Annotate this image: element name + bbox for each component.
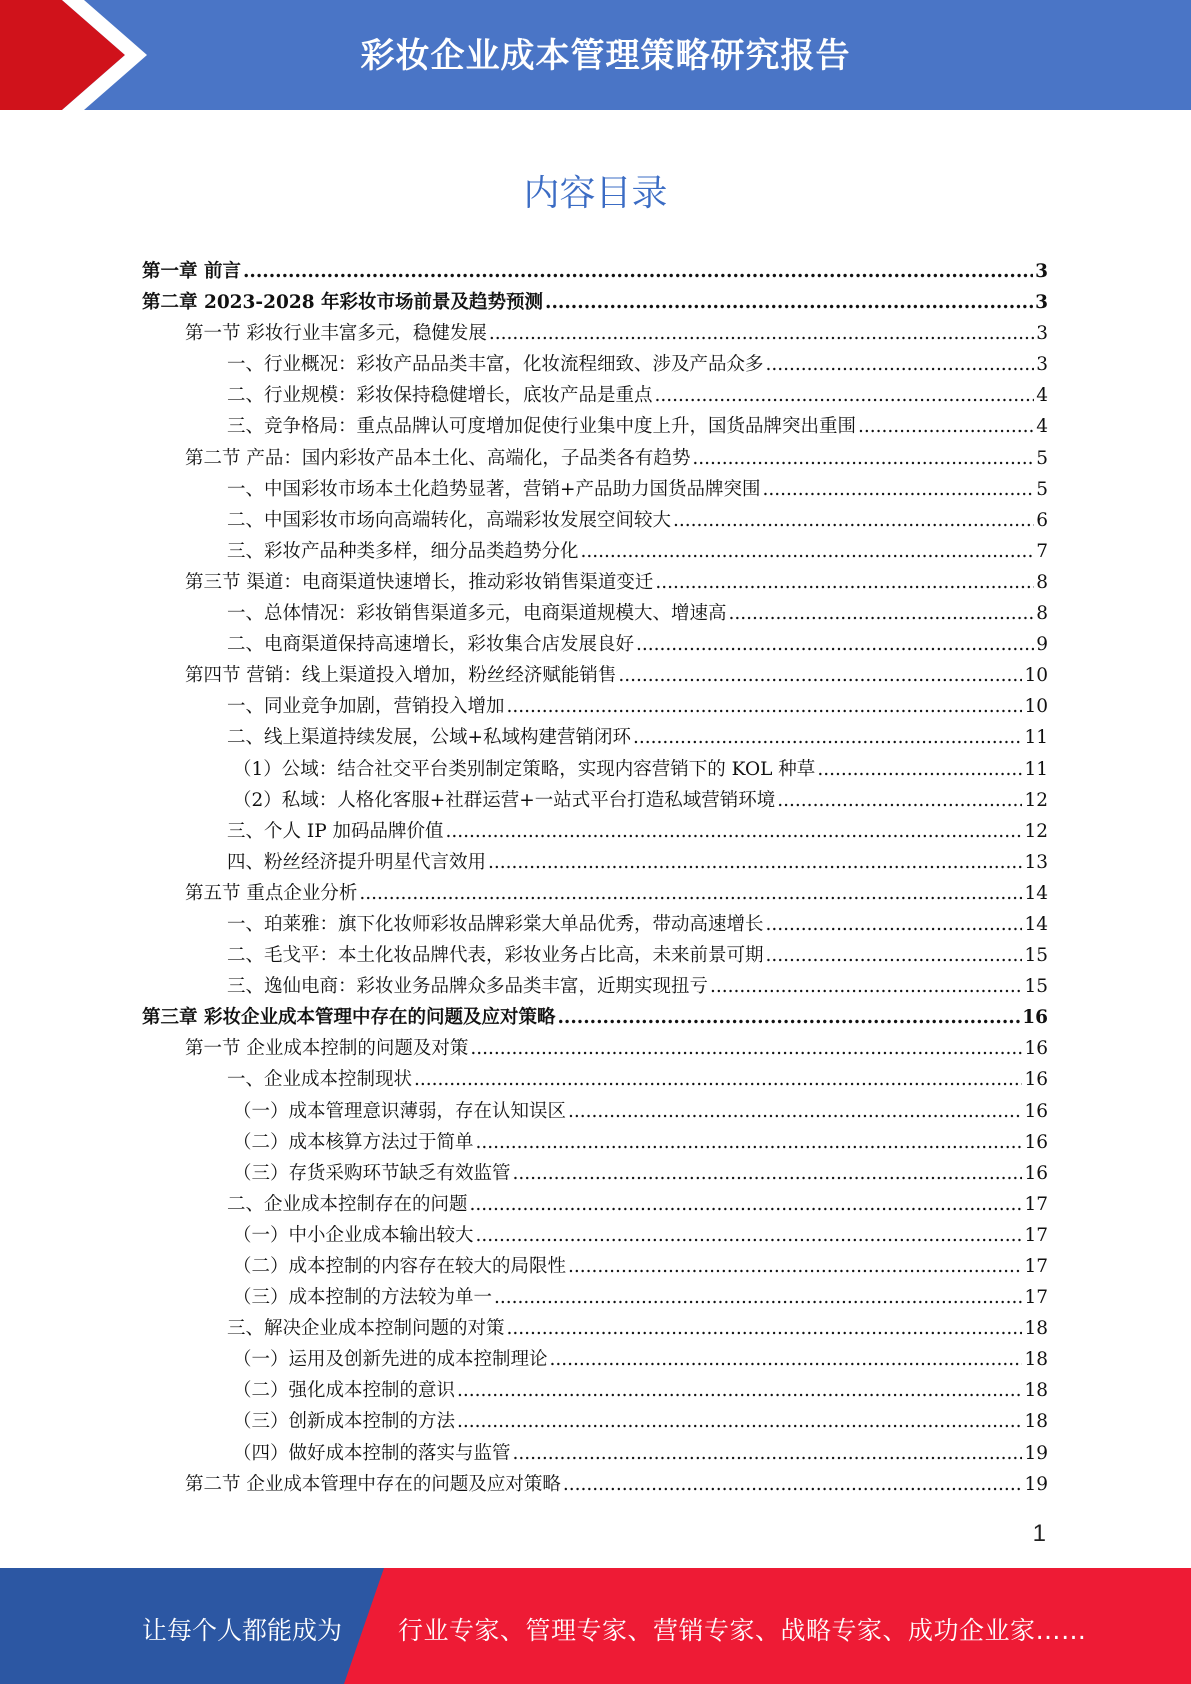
toc-entry[interactable] [142, 288, 1048, 319]
toc-entry-page: 15 [1024, 976, 1048, 998]
toc-leader-dots [470, 1038, 1022, 1059]
toc-leader-dots [655, 385, 1035, 406]
toc-entry-page: 4 [1036, 385, 1048, 407]
toc-entry-page: 18 [1024, 1318, 1048, 1340]
toc-entry-page: 6 [1036, 509, 1048, 531]
toc-entry-title: 一、珀莱雅：旗下化妆师彩妆品牌彩棠大单品优秀，带动高速增长 [227, 913, 764, 935]
toc-entry-page: 9 [1036, 634, 1048, 656]
toc-entry-title: （1）公域：结合社交平台类别制定策略，实现内容营销下的 KOL 种草 [233, 758, 816, 780]
header-title: 彩妆企业成本管理策略研究报告 [360, 36, 851, 76]
toc-entry-page: 16 [1024, 1069, 1048, 1091]
toc-entry-page: 16 [1022, 1007, 1048, 1029]
toc-leader-dots [507, 696, 1023, 717]
toc-leader-dots [507, 1318, 1023, 1339]
toc-entry-title: （一）运用及创新先进的成本控制理论 [233, 1349, 548, 1371]
toc-entry[interactable] [142, 910, 1048, 941]
toc-entry-title: 第四节 营销：线上渠道投入增加，粉丝经济赋能销售 [185, 665, 617, 687]
toc-entry-title: 一、企业成本控制现状 [227, 1069, 413, 1091]
toc-entry[interactable] [142, 381, 1048, 412]
toc-entry-page: 16 [1024, 1162, 1048, 1184]
toc-leader-dots [581, 541, 1035, 562]
toc-leader-dots [563, 1474, 1023, 1495]
toc-entry[interactable] [142, 1345, 1048, 1376]
toc-entry-title: 一、总体情况：彩妆销售渠道多元，电商渠道规模大、增速高 [227, 603, 727, 625]
toc-entry[interactable] [142, 879, 1048, 910]
toc-entry-title: （三）存货采购环节缺乏有效监管 [233, 1162, 511, 1184]
toc-entry-title: 第二节 产品：国内彩妆产品本土化、高端化，子品类各有趋势 [185, 447, 691, 469]
toc-entry-page: 5 [1036, 447, 1048, 469]
toc-entry-page: 19 [1024, 1442, 1048, 1464]
toc-entry-title: 第三节 渠道：电商渠道快速增长，推动彩妆销售渠道变迁 [185, 571, 654, 593]
toc-entry-page: 16 [1024, 1131, 1048, 1153]
toc-entry[interactable] [142, 319, 1048, 350]
toc-entry[interactable] [142, 1034, 1048, 1065]
toc-entry-title: （二）强化成本控制的意识 [233, 1380, 456, 1402]
toc-entry-title: （三）创新成本控制的方法 [233, 1411, 456, 1433]
toc-entry-title: 第二节 企业成本管理中存在的问题及应对策略 [185, 1473, 561, 1495]
toc-entry-title: 一、同业竞争加剧，营销投入增加 [227, 696, 505, 718]
toc-entry-page: 8 [1036, 571, 1048, 593]
toc-entry[interactable] [142, 630, 1048, 661]
toc-leader-dots [446, 821, 1023, 842]
toc-entry-title: 一、行业概况：彩妆产品品类丰富，化妆流程细致、涉及产品众多 [227, 354, 764, 376]
toc-entry-page: 11 [1024, 727, 1048, 749]
toc-entry[interactable] [142, 1190, 1048, 1221]
toc-leader-dots [568, 1101, 1022, 1122]
toc-leader-dots [636, 634, 1034, 655]
toc-entry[interactable] [142, 1221, 1048, 1252]
toc-entry-title: 第一节 彩妆行业丰富多元，稳健发展 [185, 323, 487, 345]
toc-entry-page: 12 [1024, 789, 1048, 811]
toc-leader-dots [568, 1256, 1022, 1277]
toc-entry[interactable] [142, 1252, 1048, 1283]
toc-entry-title: 三、逸仙电商：彩妆业务品牌众多品类丰富，近期实现扭亏 [227, 976, 709, 998]
toc-entry-page: 10 [1024, 665, 1048, 687]
toc-entry-page: 10 [1024, 696, 1048, 718]
toc-entry[interactable] [142, 257, 1048, 288]
toc-leader-dots [545, 292, 1033, 313]
toc-leader-dots [673, 510, 1034, 531]
toc-entry-title: 三、竞争格局：重点品牌认可度增加促使行业集中度上升，国货品牌突出重围 [227, 416, 857, 438]
toc-entry-page: 15 [1024, 945, 1048, 967]
footer-slogan-left: 让每个人都能成为 [142, 1616, 343, 1645]
toc-entry[interactable] [142, 1128, 1048, 1159]
page-number: 1 [1032, 1520, 1046, 1547]
toc-leader-dots [777, 790, 1022, 811]
toc-entry[interactable] [142, 941, 1048, 972]
toc-leader-dots [766, 945, 1023, 966]
toc-entry-page: 17 [1024, 1256, 1048, 1277]
toc-entry[interactable] [142, 568, 1048, 599]
toc-leader-dots [729, 603, 1035, 624]
toc-entry[interactable] [142, 599, 1048, 630]
toc-entry[interactable] [142, 537, 1048, 568]
toc-entry-page: 14 [1024, 913, 1048, 935]
toc-entry-page: 17 [1024, 1224, 1048, 1246]
toc-entry[interactable] [142, 1439, 1048, 1470]
toc-entry-page: 8 [1036, 603, 1048, 625]
toc-entry-page: 16 [1024, 1100, 1048, 1122]
toc-entry[interactable] [142, 1376, 1048, 1407]
toc-entry-title: （三）成本控制的方法较为单一 [233, 1287, 493, 1309]
toc-leader-dots [550, 1349, 1023, 1370]
toc-leader-dots [513, 1443, 1023, 1464]
toc-title: 内容目录 [523, 173, 668, 214]
toc-entry[interactable] [142, 350, 1048, 381]
toc-entry-title: 二、企业成本控制存在的问题 [227, 1193, 468, 1215]
toc-leader-dots [414, 1069, 1022, 1090]
toc-leader-dots [494, 1287, 1022, 1308]
toc-entry[interactable] [142, 506, 1048, 537]
toc-entry-title: 二、电商渠道保持高速增长，彩妆集合店发展良好 [227, 634, 635, 656]
toc-entry-title: （2）私域：人格化客服+社群运营+一站式平台打造私域营销环境 [233, 789, 776, 811]
toc-entry[interactable] [142, 848, 1048, 879]
toc-entry-title: 三、彩妆产品种类多样，细分品类趋势分化 [227, 540, 579, 562]
toc-leader-dots [489, 323, 1034, 344]
toc-leader-dots [557, 1007, 1020, 1028]
toc-entry[interactable] [142, 1407, 1048, 1438]
toc-entry-page: 11 [1024, 758, 1048, 780]
toc-entry-title: 二、毛戈平：本土化妆品牌代表，彩妆业务占比高，未来前景可期 [227, 945, 764, 967]
toc-entry-page: 14 [1024, 882, 1048, 904]
toc-entry-title: 四、粉丝经济提升明星代言效用 [227, 851, 487, 873]
toc-entry-title: （二）成本控制的内容存在较大的局限性 [233, 1256, 567, 1277]
toc-entry-page: 13 [1024, 851, 1048, 873]
toc-entry-page: 17 [1024, 1193, 1048, 1215]
toc-leader-dots [359, 883, 1022, 904]
toc-entry[interactable] [142, 723, 1048, 754]
toc-entry-title: 二、线上渠道持续发展，公域+私域构建营销闭环 [227, 727, 632, 749]
page-footer [0, 1568, 1191, 1684]
toc-entry[interactable] [142, 412, 1048, 443]
toc-entry[interactable] [142, 1003, 1048, 1034]
toc-entry[interactable] [142, 755, 1048, 786]
table-of-contents [142, 257, 1048, 1501]
toc-leader-dots [476, 1225, 1023, 1246]
toc-leader-dots [476, 1132, 1023, 1153]
toc-entry-title: （一）成本管理意识薄弱，存在认知误区 [233, 1100, 567, 1122]
toc-entry[interactable] [142, 1159, 1048, 1190]
toc-leader-dots [470, 1194, 1023, 1215]
toc-entry-page: 3 [1035, 261, 1048, 282]
toc-entry-title: 二、行业规模：彩妆保持稳健增长，底妆产品是重点 [227, 385, 653, 407]
toc-leader-dots [655, 572, 1034, 593]
toc-entry-page: 17 [1024, 1287, 1048, 1309]
toc-entry[interactable] [142, 1097, 1048, 1128]
toc-leader-dots [817, 759, 1022, 780]
toc-entry-title: 三、个人 IP 加码品牌价值 [227, 820, 444, 842]
footer-slogan-right: 行业专家、管理专家、营销专家、战略专家、成功企业家…… [398, 1616, 1087, 1645]
toc-entry-page: 7 [1036, 540, 1048, 562]
toc-entry[interactable] [142, 475, 1048, 506]
toc-entry-page: 3 [1036, 354, 1048, 376]
toc-entry[interactable] [142, 1283, 1048, 1314]
toc-entry-title: 第一节 企业成本控制的问题及对策 [185, 1038, 469, 1060]
toc-entry-page: 3 [1036, 323, 1048, 345]
toc-entry[interactable] [142, 1065, 1048, 1096]
toc-entry-page: 18 [1024, 1411, 1048, 1433]
toc-entry-page: 3 [1035, 292, 1048, 314]
toc-entry-page: 18 [1024, 1349, 1048, 1371]
toc-leader-dots [763, 479, 1035, 500]
toc-entry[interactable] [142, 786, 1048, 817]
toc-entry[interactable] [142, 817, 1048, 848]
toc-leader-dots [710, 976, 1022, 997]
toc-entry[interactable] [142, 1314, 1048, 1345]
toc-entry-title: （一）中小企业成本输出较大 [233, 1224, 474, 1246]
toc-entry-title: 第五节 重点企业分析 [185, 882, 358, 904]
toc-entry[interactable] [142, 972, 1048, 1003]
toc-entry-title: 二、中国彩妆市场向高端转化，高端彩妆发展空间较大 [227, 509, 672, 531]
toc-entry-title: 一、中国彩妆市场本土化趋势显著，营销+产品助力国货品牌突围 [227, 478, 761, 500]
toc-leader-dots [858, 416, 1034, 437]
toc-leader-dots [457, 1380, 1022, 1401]
toc-entry-title: 三、解决企业成本控制问题的对策 [227, 1318, 505, 1340]
toc-leader-dots [243, 261, 1033, 282]
toc-leader-dots [488, 852, 1022, 873]
toc-leader-dots [692, 448, 1034, 469]
page-header [0, 0, 1191, 110]
toc-entry-page: 5 [1036, 478, 1048, 500]
toc-leader-dots [766, 914, 1023, 935]
toc-entry-title: 第三章 彩妆企业成本管理中存在的问题及应对策略 [142, 1007, 556, 1029]
toc-entry[interactable] [142, 1470, 1048, 1501]
toc-entry-title: （四）做好成本控制的落实与监管 [233, 1442, 511, 1464]
toc-entry-page: 16 [1024, 1038, 1048, 1060]
toc-leader-dots [618, 665, 1022, 686]
toc-entry-title: 第一章 前言 [142, 261, 241, 282]
toc-entry-title: 第二章 2023-2028 年彩妆市场前景及趋势预测 [142, 292, 544, 314]
toc-entry[interactable] [142, 692, 1048, 723]
toc-entry[interactable] [142, 444, 1048, 475]
toc-leader-dots [513, 1163, 1023, 1184]
toc-leader-dots [766, 354, 1035, 375]
toc-entry-page: 19 [1024, 1473, 1048, 1495]
toc-entry-page: 18 [1024, 1380, 1048, 1402]
toc-entry-page: 4 [1036, 416, 1048, 438]
toc-entry[interactable] [142, 661, 1048, 692]
toc-entry-page: 12 [1024, 820, 1048, 842]
toc-leader-dots [633, 727, 1022, 748]
toc-leader-dots [457, 1411, 1022, 1432]
toc-entry-title: （二）成本核算方法过于简单 [233, 1131, 474, 1153]
